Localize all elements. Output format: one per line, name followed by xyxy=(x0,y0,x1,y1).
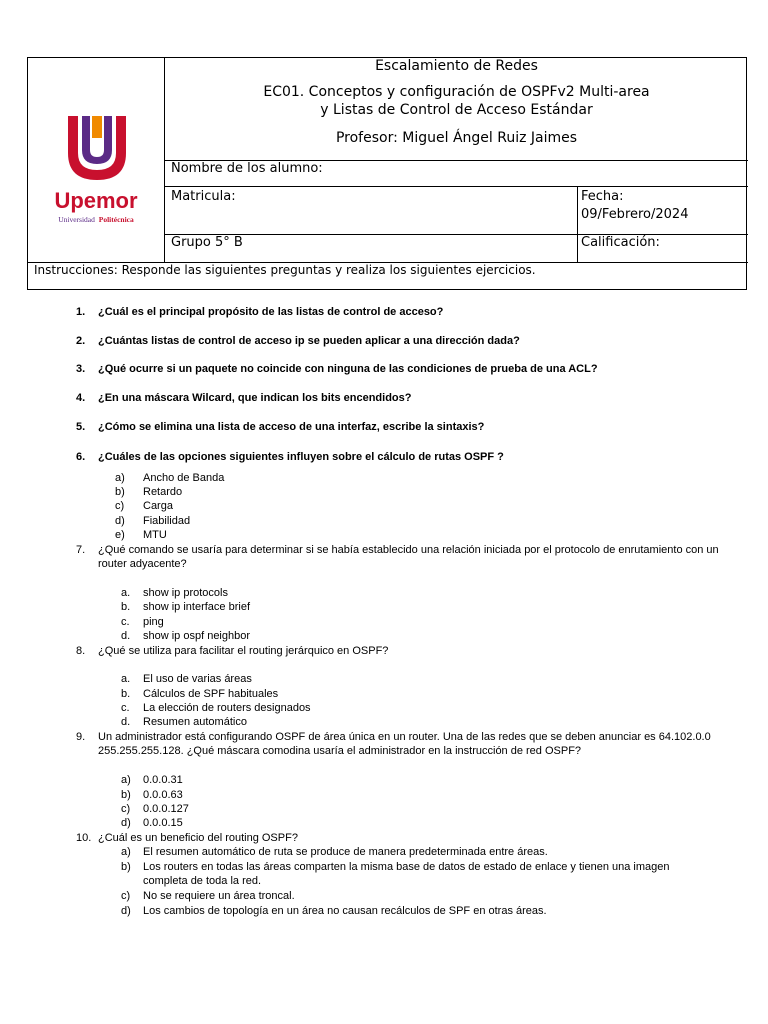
question-text: Un administrador está configurando OSPF de área única en un router. Una de las redes que se deben anunciar es 64.102.0.0 255.255.255.128. ¿Qué máscara comodina usaría el administrador en la instrucción de red OSPF? xyxy=(98,731,711,757)
question-number: 2. xyxy=(76,335,86,347)
option-text: ping xyxy=(143,616,164,628)
divider xyxy=(165,186,748,187)
question-text: ¿Qué ocurre si un paquete no coincide con ninguna de las condiciones de prueba de una ACL? xyxy=(98,363,598,375)
option-text: 0.0.0.31 xyxy=(143,774,183,786)
question-text: ¿Qué se utiliza para facilitar el routing jerárquico en OSPF? xyxy=(98,645,389,657)
option-letter: b) xyxy=(121,861,131,873)
question-text: ¿Qué comando se usaría para determinar si se había establecido una relación iniciada por el protocolo de enrutamiento con un router adyacente? xyxy=(98,544,719,570)
logo-cell xyxy=(28,58,165,263)
question-number: 7. xyxy=(76,544,86,556)
option-text: El resumen automático de ruta se produce de manera predeterminada entre áreas. xyxy=(143,846,548,858)
option-letter: d) xyxy=(121,905,131,917)
option-letter: b. xyxy=(121,601,131,613)
option-text: Los routers en todas las áreas comparten la misma base de datos de estado de enlace y tienen una imagen completa de toda la red. xyxy=(143,861,670,887)
option-text: Carga xyxy=(143,500,173,512)
document-title-line1: EC01. Conceptos y configuración de OSPFv2 Multi-area xyxy=(263,84,650,100)
grade-label: Calificación: xyxy=(581,235,660,250)
question-number: 10. xyxy=(76,832,92,844)
option-text: 0.0.0.15 xyxy=(143,817,183,829)
document-title-line2: y Listas de Control de Acceso Estándar xyxy=(320,102,593,118)
header-table xyxy=(27,57,747,290)
option-letter: a) xyxy=(121,774,131,786)
student-name-label: Nombre de los alumno: xyxy=(171,161,323,176)
divider xyxy=(165,234,748,235)
option-text: Resumen automático xyxy=(143,716,247,728)
option-letter: d) xyxy=(115,515,125,527)
option-letter: c. xyxy=(121,702,130,714)
option-text: 0.0.0.63 xyxy=(143,789,183,801)
option-letter: d. xyxy=(121,716,131,728)
option-text: El uso de varias áreas xyxy=(143,673,252,685)
question-number: 5. xyxy=(76,421,86,433)
svg-text:Universidad Politécnic xyxy=(58,215,134,224)
course-title: Escalamiento de Redes xyxy=(375,58,538,74)
question-number: 4. xyxy=(76,392,86,404)
option-letter: a) xyxy=(121,846,131,858)
option-letter: a. xyxy=(121,673,131,685)
date-label: Fecha: xyxy=(581,189,624,204)
option-text: Fiabilidad xyxy=(143,515,191,527)
group-label: Grupo 5° B xyxy=(171,235,243,250)
option-letter: e) xyxy=(115,529,125,541)
question-text: ¿Cuál es un beneficio del routing OSPF? xyxy=(98,832,298,844)
option-text: show ip ospf neighbor xyxy=(143,630,251,642)
option-letter: a) xyxy=(115,472,125,484)
option-letter: d) xyxy=(121,817,131,829)
option-letter: c) xyxy=(115,500,125,512)
option-text: show ip protocols xyxy=(143,587,228,599)
option-text: La elección de routers designados xyxy=(143,702,311,714)
logo-subtitle-b: Politécnica xyxy=(98,215,134,224)
option-letter: b. xyxy=(121,688,131,700)
question-text: ¿Cuántas listas de control de acceso ip se pueden aplicar a una dirección dada? xyxy=(98,335,520,347)
option-letter: b) xyxy=(121,789,131,801)
question-text: ¿Cuáles de las opciones siguientes influyen sobre el cálculo de rutas OSPF ? xyxy=(98,451,504,463)
question-number: 6. xyxy=(76,451,86,463)
date-value: 09/Febrero/2024 xyxy=(581,207,689,222)
option-letter: c) xyxy=(121,803,131,815)
question-number: 3. xyxy=(76,363,86,375)
divider xyxy=(577,186,578,262)
option-text: Retardo xyxy=(143,486,183,498)
option-text: Cálculos de SPF habituales xyxy=(143,688,279,700)
option-letter: c) xyxy=(121,890,131,902)
option-letter: a. xyxy=(121,587,131,599)
option-text: Los cambios de topología en un área no causan recálculos de SPF en otras áreas. xyxy=(143,905,547,917)
option-text: show ip interface brief xyxy=(143,601,250,613)
option-text: Ancho de Banda xyxy=(143,472,225,484)
professor-name: Profesor: Miguel Ángel Ruiz Jaimes xyxy=(335,130,578,146)
option-text: 0.0.0.127 xyxy=(143,803,189,815)
upemor-logo xyxy=(28,58,165,263)
question-number: 9. xyxy=(76,731,86,743)
instructions: Instrucciones: Responde las siguientes preguntas y realiza los siguientes ejercicios. xyxy=(34,263,536,277)
matricula-label: Matricula: xyxy=(171,189,236,204)
option-text: MTU xyxy=(143,529,167,541)
option-letter: c. xyxy=(121,616,130,628)
question-text: ¿En una máscara Wilcard, que indican los bits encendidos? xyxy=(98,392,412,404)
question-text: ¿Cuál es el principal propósito de las listas de control de acceso? xyxy=(98,306,444,318)
question-number: 1. xyxy=(76,306,86,318)
option-text: No se requiere un área troncal. xyxy=(143,890,295,902)
question-text: ¿Cómo se elimina una lista de acceso de una interfaz, escribe la sintaxis? xyxy=(98,421,485,433)
option-letter: d. xyxy=(121,630,131,642)
logo-wordmark: Upemor xyxy=(54,188,138,213)
logo-subtitle-a: Universidad xyxy=(58,215,95,224)
question-number: 8. xyxy=(76,645,86,657)
option-letter: b) xyxy=(115,486,125,498)
